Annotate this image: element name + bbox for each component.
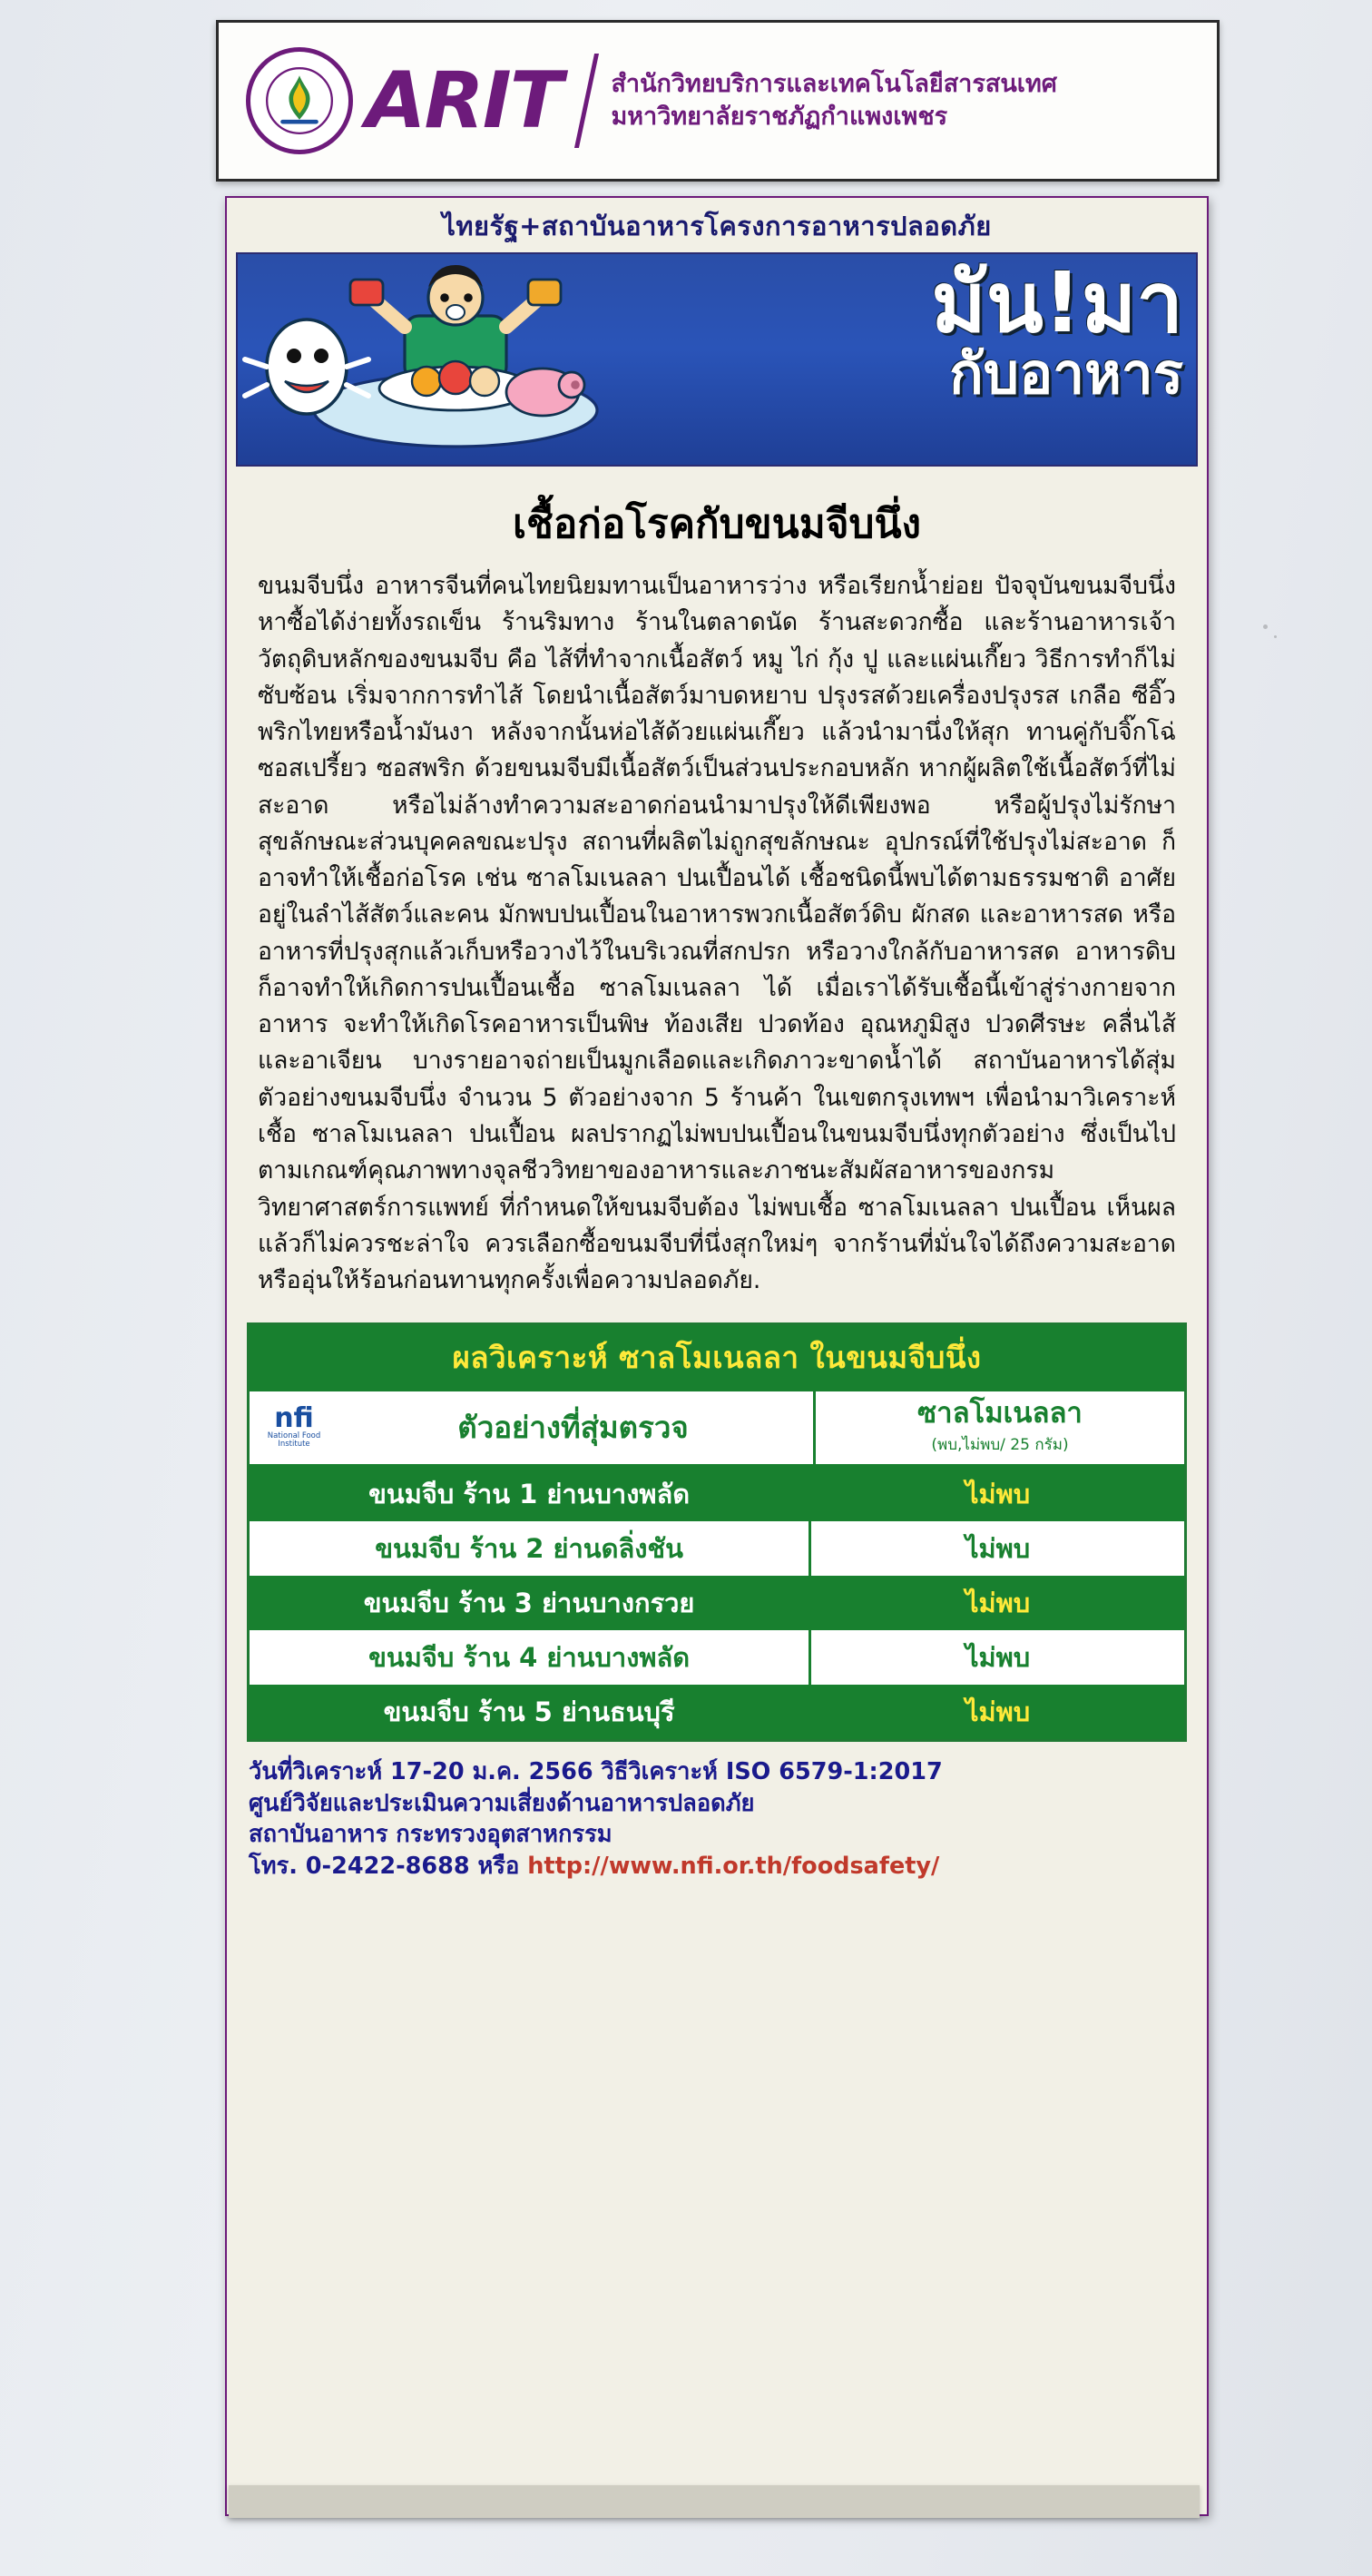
newspaper-clipping bbox=[225, 196, 1209, 2516]
table-row-sample: ขนมจีบ ร้าน 4 ย่านบางพลัด bbox=[368, 1642, 691, 1674]
table-row-result: ไม่พบ bbox=[808, 1685, 1184, 1739]
table-row-sample: ขนมจีบ ร้าน 3 ย่านบางกรวย bbox=[363, 1588, 695, 1619]
source-footer bbox=[249, 1756, 1185, 1882]
banner-title-line-1: มัน!มา bbox=[931, 254, 1183, 351]
nfi-logo-icon bbox=[259, 1399, 329, 1455]
article-headline: เชื้อก่อโรคกับขนมจีบนึ่ง bbox=[512, 501, 922, 547]
table-row bbox=[250, 1630, 1184, 1685]
article-body: ขนมจีบนึ่ง อาหารจีนที่คนไทยนิยมทานเป็นอาหารว่าง หรือเรียกน้ำย่อย ปัจจุบันขนมจีบนึ่งหาซื้อได้ง่ายทั้งรถเข็น ร้านริมทาง ร้านในตลาดนัด ร้านสะดวกซื้อ และร้านอาหารเจ้า วัตถุดิบหลักของขนมจีบ คือ ไส้ที่ทำจากเนื้อสัตว์ หมู ไก่ กุ้ง ปู และแผ่นเกี๊ยว วิธีการทำก็ไม่ซับซ้อน เริ่มจากการทำไส้ โดยนำเนื้อสัตว์มาบดหยาบ ปรุงรสด้วยเครื่องปรุงรส เกลือ ซีอิ๊ว พริกไทยหรือน้ำมันงา หลังจากนั้นห่อไส้ด้วยแผ่นเกี๊ยว แล้วนำมานึ่งให้สุก ทานคู่กับจิ๊กโฉ่ ซอสเปรี้ยว ซอสพริก ด้วยขนมจีบมีเนื้อสัตว์เป็นส่วนประกอบหลัก หากผู้ผลิตใช้เนื้อสัตว์ที่ไม่สะอาด หรือไม่ล้างทำความสะอาดก่อนนำมาปรุงให้ดีเพียงพอ หรือผู้ปรุงไม่รักษาสุขลักษณะส่วนบุคคลขณะปรุง สถานที่ผลิตไม่ถูกสุขลักษณะ อุปกรณ์ที่ใช้ปรุงไม่สะอาด ก็อาจทำให้เชื้อก่อโรค เช่น ซาลโมเนลลา ปนเปื้อนได้ เชื้อชนิดนี้พบได้ตามธรรมชาติ อาศัยอยู่ในลำไส้สัตว์และคน มักพบปนเปื้อนในอาหารพวกเนื้อสัตว์ดิบ ผักสด และอาหารสด หรืออาหารที่ปรุงสุกแล้วเก็บหรือวางไว้ในบริเวณที่สกปรก หรือวางใกล้กับอาหารสด อาหารดิบ ก็อาจทำให้เกิดการปนเปื้อนเชื้อ ซาลโมเนลลา ได้ เมื่อเราได้รับเชื้อนี้เข้าสู่ร่างกายจากอาหาร จะทำให้เกิดโรคอาหารเป็นพิษ ท้องเสีย ปวดท้อง อุณหภูมิสูง ปวดศีรษะ คลื่นไส้ และอาเจียน บางรายอาจถ่ายเป็นมูกเลือดและเกิดภาวะขาดน้ำได้ สถาบันอาหารได้สุ่มตัวอย่างขนมจีบนึ่ง จำนวน 5 ตัวอย่างจาก 5 ร้านค้า ในเขตกรุงเทพฯ เพื่อนำมาวิเคราะห์เชื้อ ซาลโมเนลลา ปนเปื้อน ผลปรากฏไม่พบปนเปื้อนในขนมจีบนึ่งทุกตัวอย่าง ซึ่งเป็นไปตามเกณฑ์คุณภาพทางจุลชีววิทยาของอาหารและภาชนะสัมผัสอาหารของกรมวิทยาศาสตร์การแพทย์ ที่กำหนดให้ขนมจีบต้อง ไม่พบเชื้อ ซาลโมเนลลา ปนเปื้อน เห็นผลแล้วก็ไม่ควรชะล่าใจ ควรเลือกซื้อขนมจีบที่นึ่งสุกใหม่ๆ จากร้านที่มั่นใจได้ถึงความสะอาด หรืออุ่นให้ร้อนก่อนทานทุกครั้งเพื่อความปลอดภัย. bbox=[258, 572, 1176, 1295]
results-table bbox=[247, 1322, 1187, 1742]
article bbox=[227, 467, 1207, 1299]
table-row bbox=[250, 1521, 1184, 1576]
table-row bbox=[250, 1467, 1184, 1521]
banner-title bbox=[931, 254, 1183, 408]
results-table-title: ผลวิเคราะห์ ซาลโมเนลลา ในขนมจีบนึ่ง bbox=[250, 1325, 1184, 1391]
column-banner bbox=[236, 252, 1198, 467]
results-table-header bbox=[250, 1391, 1184, 1467]
table-row-result: ไม่พบ bbox=[808, 1521, 1184, 1576]
table-row bbox=[250, 1685, 1184, 1739]
table-row-sample: ขนมจีบ ร้าน 1 ย่านบางพลัด bbox=[368, 1479, 691, 1510]
footer-institute-name: สถาบันอาหาร กระทรวงอุตสาหกรรม bbox=[249, 1821, 612, 1849]
nfi-logo-sub: National Food Institute bbox=[267, 1431, 321, 1450]
table-row bbox=[250, 1576, 1184, 1630]
footer-contact bbox=[249, 1851, 1185, 1882]
banner-title-line-2: กับอาหาร bbox=[949, 340, 1183, 408]
table-row-sample: ขนมจีบ ร้าน 2 ย่านดลิ่งชัน bbox=[375, 1533, 683, 1565]
results-table-header-col1 bbox=[250, 1391, 813, 1464]
arit-header-banner bbox=[216, 20, 1220, 182]
table-row-result: ไม่พบ bbox=[808, 1576, 1184, 1630]
nfi-logo-mark: nfi bbox=[274, 1401, 314, 1434]
arit-thai-line-1: สำนักวิทยบริการและเทคโนโลยีสารสนเทศ bbox=[611, 69, 1057, 98]
footer-phone: โทร. 0-2422-8688 หรือ bbox=[249, 1852, 528, 1880]
clipping-bottom-edge bbox=[229, 2485, 1200, 2518]
arit-emblem-icon bbox=[246, 47, 353, 154]
footer-analysis-info: วันที่วิเคราะห์ 17-20 ม.ค. 2566 วิธีวิเคราะห์ ISO 6579-1:2017 bbox=[249, 1758, 943, 1786]
arit-wordmark: ARIT bbox=[366, 55, 562, 146]
arit-thai-text bbox=[611, 68, 1056, 134]
table-row-sample: ขนมจีบ ร้าน 5 ย่านธนบุรี bbox=[383, 1696, 675, 1728]
arit-thai-line-2: มหาวิทยาลัยราชภัฏกำแพงเพชร bbox=[611, 103, 948, 131]
col2-header-unit: (พบ,ไม่พบ/ 25 กรัม) bbox=[931, 1435, 1069, 1454]
col1-header-label: ตัวอย่างที่สุ่มตรวจ bbox=[457, 1409, 689, 1445]
scan-speck bbox=[1274, 635, 1277, 638]
results-table-header-col2 bbox=[813, 1391, 1184, 1464]
masthead-text: ไทยรัฐ+สถาบันอาหารโครงการอาหารปลอดภัย bbox=[442, 211, 992, 241]
col2-header-label: ซาลโมเนลลา bbox=[917, 1396, 1083, 1430]
footer-url-link[interactable]: http://www.nfi.or.th/foodsafety/ bbox=[527, 1852, 940, 1880]
footer-center-name: ศูนย์วิจัยและประเมินความเสี่ยงด้านอาหารปลอดภัย bbox=[249, 1789, 755, 1817]
table-row-result: ไม่พบ bbox=[808, 1467, 1184, 1521]
scan-speck bbox=[1263, 624, 1268, 629]
cartoon-food-cart-icon bbox=[238, 254, 673, 465]
arit-divider bbox=[574, 54, 599, 148]
table-row-result: ไม่พบ bbox=[808, 1630, 1184, 1685]
